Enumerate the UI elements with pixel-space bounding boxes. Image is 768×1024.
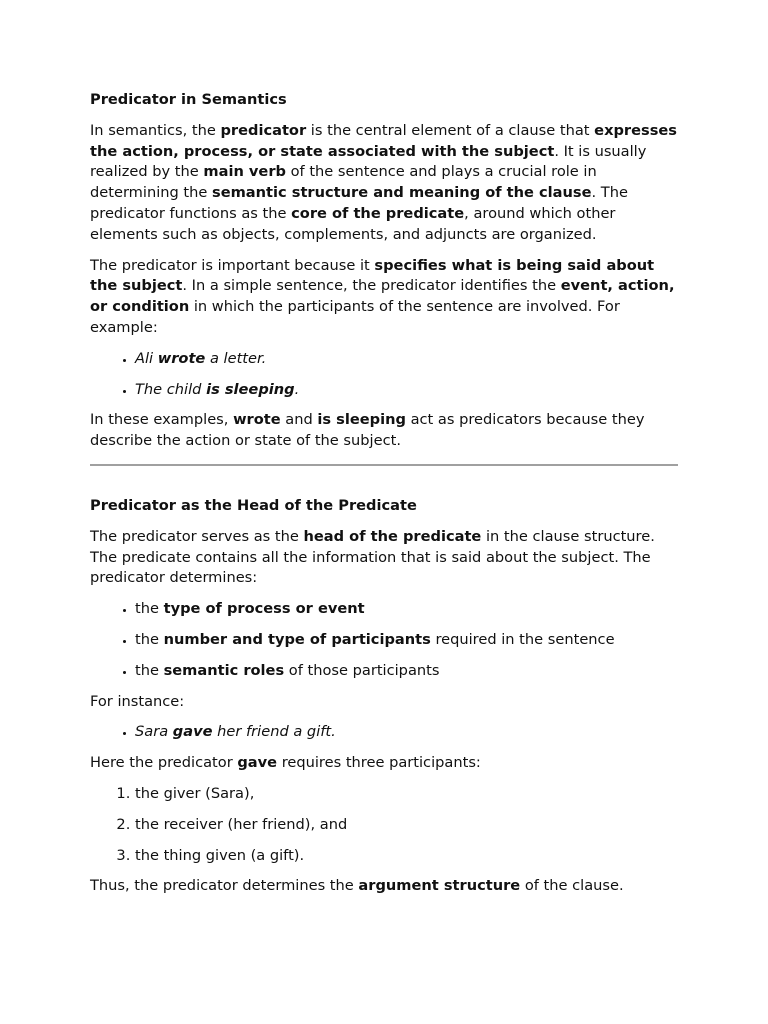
italic-text: a letter. [205,349,267,367]
list-item-example [135,722,678,743]
list-item: • the semantic roles of those participants [135,661,678,682]
list-item: 1. the giver (Sara), [135,784,678,805]
bold-text: gave [237,754,278,772]
instance-example-list [90,722,678,743]
participants-list [90,784,678,866]
bold-text: core of the predicate [291,204,465,222]
document-page [90,90,678,907]
bold-text: is sleeping [206,380,295,398]
conclusion-paragraph: Thus, the predicator determines the argument structure of the clause. [90,877,624,895]
list-item-example [135,380,678,401]
section-title-head-of-predicate: Predicator as the Head of the Predicate [90,496,417,514]
participants-intro-paragraph: Here the predicator gave requires three participants: [90,754,481,772]
italic-text: Ali [135,349,158,367]
bold-text: wrote [233,411,281,429]
bold-text: specifies what is being said about the subject [90,256,655,295]
italic-text: her friend a gift. [212,723,336,741]
bold-text: is sleeping [317,411,406,429]
list-item: 2. the receiver (her friend), and [135,815,678,836]
examples-explanation-paragraph: In these examples, wrote and is sleeping act as predicators because they describe the action or state of the subject. [90,411,645,450]
italic-text: . [294,380,300,398]
for-instance-text: For instance: [90,692,185,710]
section-title-predicator-in-semantics: Predicator in Semantics [90,91,287,108]
importance-paragraph: The predicator is important because it specifies what is being said about the subject. In a simple sentence, the predicator identifies the event, action, or condition in which the participants of the sentence are involved. For example: [90,256,675,336]
italic-text: Sara [135,723,173,741]
list-item: 3. the thing given (a gift). [135,846,678,867]
bold-text: semantic structure and meaning of the clause [212,184,592,202]
bold-text: gave [172,723,213,741]
bold-text: expresses the action, process, or state associated with the subject [90,121,677,160]
bold-text: head of the predicate [303,527,482,545]
example-list [90,349,678,401]
intro-paragraph: In semantics, the predicator is the central element of a clause that expresses the action, process, or state associated with the subject. It is usually realized by the main verb of the sentence and plays a crucial role in determining the semantic structure and meaning of the clause. The predicator functions as the core of the predicate, around which other elements such as objects, complements, and adjuncts are organized. [90,121,677,243]
list-item: • the type of process or event [135,599,678,620]
head-paragraph: The predicator serves as the head of the predicate in the clause structure. The predicate contains all the information that is said about the subject. The predicator determines: [90,527,655,587]
list-item-example [135,349,678,370]
bold-text: semantic roles [163,661,285,679]
bold-text: argument structure [358,877,521,895]
bold-text: wrote [157,349,206,367]
list-item: • the number and type of participants required in the sentence [135,630,678,651]
bold-text: type of process or event [163,600,365,618]
bold-text: number and type of participants [163,630,431,648]
bold-text: event, action, or condition [90,277,675,316]
bold-text: predicator [220,121,307,139]
bold-text: main verb [203,163,286,181]
italic-text: The child [135,380,207,398]
section-divider [90,464,678,466]
determines-list [90,599,678,681]
